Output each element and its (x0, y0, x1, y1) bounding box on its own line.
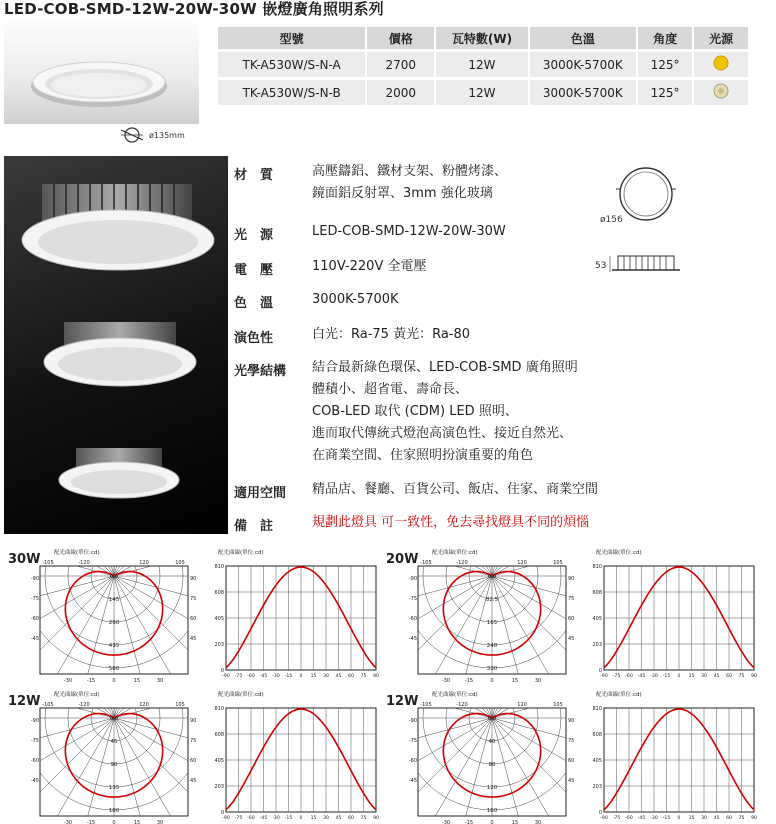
cell-watt: 12W (436, 52, 528, 77)
rect-y-tick: 203 (592, 642, 602, 648)
polar-right-tick: 75 (190, 596, 197, 602)
rect-y-tick: 810 (214, 564, 224, 570)
wattage-label: 30W (8, 552, 41, 567)
polar-bottom-tick: -30 (441, 678, 451, 684)
rect-y-tick: 405 (214, 758, 224, 764)
rect-x-tick: 60 (348, 816, 354, 821)
polar-ring-label: 145 (108, 597, 120, 603)
rect-x-tick: 30 (701, 674, 707, 679)
rect-x-tick: 90 (373, 674, 379, 679)
polar-right-tick: 90 (568, 576, 575, 582)
rect-y-tick: 203 (592, 784, 602, 790)
polar-left-tick: -60 (408, 758, 417, 764)
rect-x-tick: -90 (222, 674, 230, 679)
table-row (218, 80, 748, 105)
polar-ring-label: 90 (110, 762, 118, 768)
polar-right-tick: 60 (568, 616, 575, 622)
polar-bottom-tick: -30 (63, 678, 73, 684)
rect-y-tick: 0 (220, 810, 224, 816)
polar-bottom-tick: 0 (490, 678, 494, 684)
photometric-charts (30, 690, 398, 824)
prop-label: 材 質 (234, 168, 274, 183)
polar-right-tick: 45 (190, 778, 197, 784)
polar-left-tick: -60 (408, 616, 417, 622)
polar-bottom-tick: -15 (464, 678, 474, 684)
th-model: 型號 (218, 27, 365, 49)
polar-ring-label: 160 (486, 808, 498, 814)
rect-x-tick: 0 (299, 816, 303, 821)
rect-title: 配光曲線(單位:cd) (596, 550, 642, 556)
polar-top-tick: 105 (175, 560, 185, 566)
polar-left-tick: -75 (30, 738, 39, 744)
downlight-series-image (4, 156, 228, 534)
polar-right-tick: 90 (190, 718, 197, 724)
rect-x-tick: 75 (360, 674, 367, 679)
polar-right-tick: 45 (190, 636, 197, 642)
polar-ring-label: 82.5 (485, 597, 499, 603)
table-row (218, 52, 748, 77)
polar-right-tick: 90 (190, 576, 197, 582)
polar-left-tick: -90 (408, 576, 417, 582)
polar-ring-label: 0.0 (487, 574, 497, 580)
rect-x-tick: -75 (234, 674, 243, 679)
polar-title: 配光曲線(單位:cd) (432, 692, 478, 698)
polar-bottom-tick: 30 (534, 678, 542, 684)
rect-y-tick: 405 (592, 758, 602, 764)
polar-top-tick: 105 (175, 702, 185, 708)
cell-source (694, 80, 748, 105)
product-photo-dark (4, 156, 228, 534)
rect-x-tick: 75 (360, 816, 367, 821)
rect-x-tick: 15 (310, 674, 317, 679)
polar-bottom-tick: 15 (511, 820, 519, 824)
polar-bottom-tick: 15 (133, 678, 141, 684)
rect-x-tick: 45 (713, 674, 720, 679)
cell-cct: 3000K-5700K (530, 52, 636, 77)
rect-y-tick: 0 (598, 810, 602, 816)
rect-x-tick: -60 (247, 816, 255, 821)
polar-right-tick: 90 (568, 718, 575, 724)
polar-bottom-tick: -15 (464, 820, 474, 824)
rect-x-tick: 90 (373, 816, 379, 821)
polar-left-tick: -90 (408, 718, 417, 724)
rect-y-tick: 203 (214, 784, 224, 790)
polar-ring-label: 40 (488, 739, 496, 745)
rect-x-tick: -30 (650, 816, 658, 821)
rect-x-tick: 90 (751, 674, 757, 679)
rect-x-tick: 75 (738, 674, 745, 679)
rect-x-tick: 60 (726, 816, 732, 821)
polar-right-tick: 75 (190, 738, 197, 744)
dimension-drawing (596, 162, 696, 284)
diameter-label: ø156 (600, 215, 623, 225)
polar-title: 配光曲線(單位:cd) (432, 550, 478, 556)
polar-left-tick: -75 (408, 738, 417, 744)
polar-left-tick: -90 (30, 576, 39, 582)
led-chip-icon (713, 55, 729, 71)
polar-bottom-tick: 15 (133, 820, 141, 824)
rect-x-tick: 45 (335, 674, 342, 679)
polar-bottom-tick: 30 (156, 678, 164, 684)
rect-x-tick: -15 (284, 674, 293, 679)
prop-value: 高壓鑄鋁、鐵材支架、粉體烤漆、 鏡面鋁反射罩、3mm 強化玻璃 (312, 164, 508, 201)
led-chip-icon (713, 83, 729, 99)
polar-top-tick: -120 (78, 702, 90, 708)
polar-top-tick: -120 (456, 702, 468, 708)
polar-ring-label: 435 (108, 643, 120, 649)
polar-ring-label: 580 (108, 666, 120, 672)
wattage-label: 12W (8, 694, 41, 709)
polar-right-tick: 60 (190, 616, 197, 622)
spec-table (216, 24, 750, 108)
rect-x-tick: -60 (625, 674, 633, 679)
polar-left-tick: -75 (408, 596, 417, 602)
rect-y-tick: 608 (214, 732, 224, 738)
polar-ring-label: 80 (488, 762, 496, 768)
rect-x-tick: -90 (222, 816, 230, 821)
cell-price: 2000 (367, 80, 434, 105)
th-angle: 角度 (638, 27, 692, 49)
rect-x-tick: 75 (738, 816, 745, 821)
cell-source (694, 52, 748, 77)
polar-bottom-tick: -30 (441, 820, 451, 824)
polar-right-tick: 75 (568, 596, 575, 602)
rect-x-tick: -45 (259, 674, 268, 679)
polar-left-tick: -45 (408, 636, 417, 642)
polar-bottom-tick: -15 (86, 678, 96, 684)
rect-title: 配光曲線(單位:cd) (218, 550, 264, 556)
polar-bottom-tick: 0 (112, 820, 116, 824)
polar-bottom-tick: -15 (86, 820, 96, 824)
cell-cct: 3000K-5700K (530, 80, 636, 105)
polar-ring-label: 165 (486, 620, 498, 626)
polar-top-tick: 105 (553, 560, 563, 566)
polar-right-tick: 60 (568, 758, 575, 764)
rect-x-tick: 0 (299, 674, 303, 679)
polar-top-tick: -120 (78, 560, 90, 566)
rect-y-tick: 0 (598, 668, 602, 674)
cell-price: 2700 (367, 52, 434, 77)
polar-bottom-tick: -30 (63, 820, 73, 824)
rect-x-tick: -30 (650, 674, 658, 679)
rect-x-tick: -75 (612, 816, 621, 821)
rect-y-tick: 608 (592, 590, 602, 596)
polar-left-tick: -45 (30, 636, 39, 642)
rect-y-tick: 608 (592, 732, 602, 738)
rect-title: 配光曲線(單位:cd) (596, 692, 642, 698)
rect-x-tick: -15 (662, 816, 671, 821)
polar-left-tick: -75 (30, 596, 39, 602)
rect-y-tick: 0 (220, 668, 224, 674)
rect-y-tick: 405 (214, 616, 224, 622)
cell-model: TK-A530W/S-N-A (218, 52, 365, 77)
rect-x-tick: 90 (751, 816, 757, 821)
rect-x-tick: -45 (637, 816, 646, 821)
th-watt: 瓦特數(W) (436, 27, 528, 49)
rect-x-tick: 45 (713, 816, 720, 821)
rect-y-tick: 810 (214, 706, 224, 712)
polar-bottom-tick: 0 (490, 820, 494, 824)
polar-ring-label: 0.0 (487, 716, 497, 722)
polar-top-tick: 120 (517, 702, 527, 708)
rect-x-tick: -90 (600, 816, 608, 821)
polar-ring-label: 0.0 (109, 574, 119, 580)
rect-y-tick: 608 (214, 590, 224, 596)
cell-model: TK-A530W/S-N-B (218, 80, 365, 105)
dimension-note (118, 126, 185, 144)
polar-left-tick: -90 (30, 718, 39, 724)
polar-ring-label: 45 (110, 739, 118, 745)
polar-top-tick: -105 (42, 702, 54, 708)
polar-ring-label: 330 (486, 666, 498, 672)
page-title: LED-COB-SMD-12W-20W-30W 嵌燈廣角照明系列 (4, 0, 384, 18)
photometric-charts (408, 548, 776, 682)
rect-x-tick: 60 (726, 674, 732, 679)
rect-x-tick: 30 (701, 816, 707, 821)
photometric-charts (30, 548, 398, 682)
polar-ring-label: 135 (108, 785, 120, 791)
polar-title: 配光曲線(單位:cd) (54, 692, 100, 698)
rect-x-tick: -60 (625, 816, 633, 821)
rect-y-tick: 810 (592, 706, 602, 712)
rect-x-tick: 15 (310, 816, 317, 821)
rect-y-tick: 203 (214, 642, 224, 648)
polar-ring-label: 120 (486, 785, 498, 791)
rect-x-tick: 30 (323, 674, 329, 679)
rect-x-tick: 45 (335, 816, 342, 821)
rect-x-tick: -75 (612, 674, 621, 679)
cell-watt: 12W (436, 80, 528, 105)
polar-right-tick: 75 (568, 738, 575, 744)
rect-x-tick: -90 (600, 674, 608, 679)
cell-angle: 125° (638, 52, 692, 77)
rect-x-tick: -30 (272, 816, 280, 821)
rect-x-tick: 60 (348, 674, 354, 679)
rect-title: 配光曲線(單位:cd) (218, 692, 264, 698)
polar-top-tick: 120 (517, 560, 527, 566)
product-photo-top (4, 22, 199, 124)
polar-left-tick: -60 (30, 758, 39, 764)
rect-x-tick: -15 (284, 816, 293, 821)
polar-ring-label: 0.0 (109, 716, 119, 722)
rect-y-tick: 810 (592, 564, 602, 570)
polar-top-tick: -105 (420, 560, 432, 566)
th-price: 價格 (367, 27, 434, 49)
polar-bottom-tick: 15 (511, 678, 519, 684)
prop-value: 結合最新綠色環保、LED-COB-SMD 廣角照明 體積小、超省電、壽命長、 COB-LED 取代 (CDM) LED 照明、 進而取代傳統式燈泡高演色性、接近自然光、 在商業空間、住家照明扮演重要的角色 (312, 360, 578, 463)
polar-right-tick: 45 (568, 636, 575, 642)
polar-left-tick: -45 (30, 778, 39, 784)
downlight-image (4, 22, 199, 124)
polar-bottom-tick: 30 (534, 820, 542, 824)
height-label: 53 (595, 261, 607, 271)
polar-title: 配光曲線(單位:cd) (54, 550, 100, 556)
polar-bottom-tick: 30 (156, 820, 164, 824)
rect-x-tick: -15 (662, 674, 671, 679)
cutout-icon (118, 126, 146, 144)
polar-top-tick: 120 (139, 560, 149, 566)
rect-x-tick: 30 (323, 816, 329, 821)
rect-y-tick: 405 (592, 616, 602, 622)
polar-top-tick: 105 (553, 702, 563, 708)
polar-top-tick: -105 (420, 702, 432, 708)
rect-x-tick: 15 (688, 674, 695, 679)
polar-right-tick: 45 (568, 778, 575, 784)
rect-x-tick: 15 (688, 816, 695, 821)
rect-x-tick: -45 (637, 674, 646, 679)
polar-top-tick: -105 (42, 560, 54, 566)
polar-top-tick: 120 (139, 702, 149, 708)
th-cct: 色溫 (530, 27, 636, 49)
cutout-size: ø135mm (149, 130, 185, 140)
wattage-label: 20W (386, 552, 419, 567)
rect-x-tick: -75 (234, 816, 243, 821)
th-source: 光源 (694, 27, 748, 49)
polar-ring-label: 290 (108, 620, 120, 626)
polar-top-tick: -120 (456, 560, 468, 566)
rect-x-tick: -30 (272, 674, 280, 679)
polar-ring-label: 180 (108, 808, 120, 814)
polar-bottom-tick: 0 (112, 678, 116, 684)
rect-x-tick: 0 (677, 816, 681, 821)
polar-left-tick: -45 (408, 778, 417, 784)
wattage-label: 12W (386, 694, 419, 709)
rect-x-tick: -45 (259, 816, 268, 821)
cell-angle: 125° (638, 80, 692, 105)
polar-left-tick: -60 (30, 616, 39, 622)
polar-right-tick: 60 (190, 758, 197, 764)
polar-ring-label: 248 (486, 643, 498, 649)
rect-x-tick: 0 (677, 674, 681, 679)
photometric-charts (408, 690, 776, 824)
rect-x-tick: -60 (247, 674, 255, 679)
